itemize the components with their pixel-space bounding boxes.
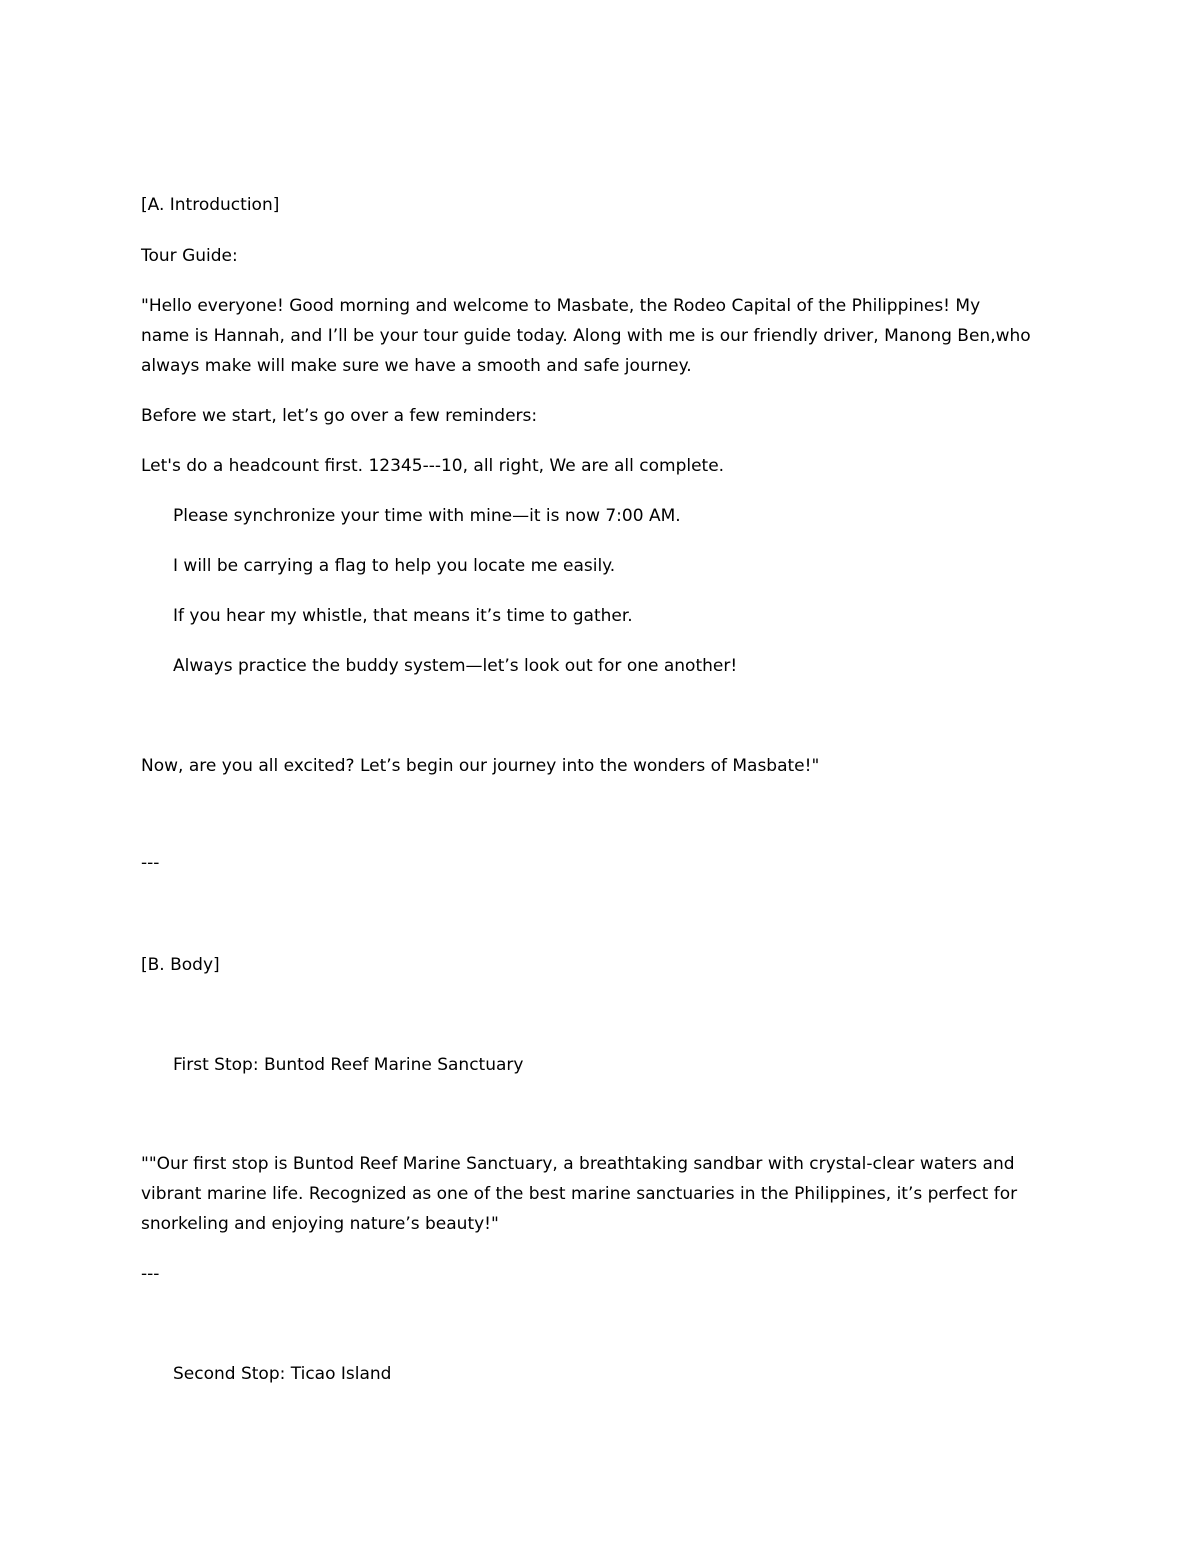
reminder-item: Please synchronize your time with mine—it is now 7:00 AM.: [173, 506, 681, 526]
section-heading-introduction: [A. Introduction]: [141, 195, 280, 215]
reminder-item: If you hear my whistle, that means it’s time to gather.: [173, 606, 633, 626]
reminders-intro: Before we start, let’s go over a few reminders:: [141, 406, 538, 426]
second-stop-title: Second Stop: Ticao Island: [173, 1364, 392, 1384]
first-stop-description-line-3: snorkeling and enjoying nature’s beauty!": [141, 1214, 499, 1234]
separator: ---: [141, 1264, 160, 1284]
first-stop-description-line-2: vibrant marine life. Recognized as one of the best marine sanctuaries in the Philippines, it’s perfect for: [141, 1184, 1018, 1204]
reminder-item: Always practice the buddy system—let’s look out for one another!: [173, 656, 738, 676]
speaker-label: Tour Guide:: [141, 246, 238, 266]
reminder-item: I will be carrying a flag to help you locate me easily.: [173, 556, 616, 576]
greeting-line-1: "Hello everyone! Good morning and welcome to Masbate, the Rodeo Capital of the Philippines! My: [141, 296, 981, 316]
section-heading-body: [B. Body]: [141, 955, 220, 975]
separator: ---: [141, 853, 160, 873]
greeting-line-3: always make will make sure we have a smooth and safe journey.: [141, 356, 692, 376]
headcount-line: Let's do a headcount first. 12345---10, all right, We are all complete.: [141, 456, 725, 476]
greeting-line-2: name is Hannah, and I’ll be your tour guide today. Along with me is our friendly driver, Manong Ben,who: [141, 326, 1031, 346]
first-stop-title: First Stop: Buntod Reef Marine Sanctuary: [173, 1055, 524, 1075]
first-stop-description-line-1: ""Our first stop is Buntod Reef Marine Sanctuary, a breathtaking sandbar with crystal-clear waters and: [141, 1154, 1015, 1174]
closing-line: Now, are you all excited? Let’s begin our journey into the wonders of Masbate!": [141, 756, 820, 776]
